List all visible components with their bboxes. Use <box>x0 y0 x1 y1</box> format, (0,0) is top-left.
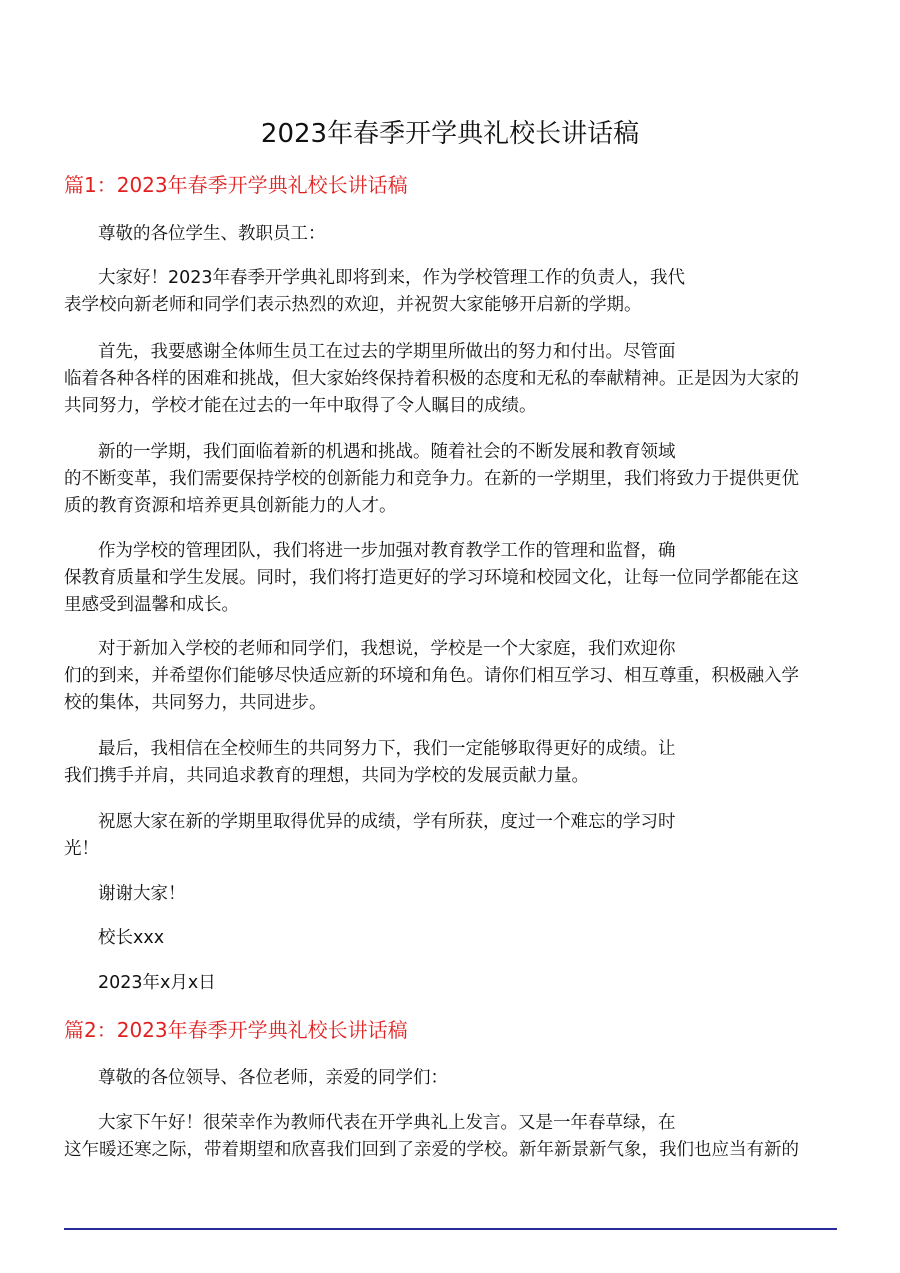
section-2-p1-line-2: 这乍暖还寒之际，带着期望和欣喜我们回到了亲爱的学校。新年新景新气象，我们也应当有新的 <box>64 1140 799 1160</box>
section-1-p3-line-1: 新的一学期，我们面临着新的机遇和挑战。随着社会的不断发展和教育领域 <box>98 442 676 462</box>
section-1-heading: 篇1：2023年春季开学典礼校长讲话稿 <box>64 173 408 197</box>
section-1-p1-line-1: 大家好！2023年春季开学典礼即将到来，作为学校管理工作的负责人，我代 <box>98 268 686 288</box>
section-1-p7-line-2: 光！ <box>64 839 99 859</box>
section-2-salutation: 尊敬的各位领导、各位老师，亲爱的同学们： <box>98 1068 448 1088</box>
section-1-p5-line-2: 们的到来，并希望你们能够尽快适应新的环境和角色。请你们相互学习、相互尊重，积极融入学 <box>64 666 799 686</box>
section-1-thanks: 谢谢大家！ <box>98 884 186 904</box>
section-1-p6-line-2: 我们携手并肩，共同追求教育的理想，共同为学校的发展贡献力量。 <box>64 766 589 786</box>
section-1-p1-line-2: 表学校向新老师和同学们表示热烈的欢迎，并祝贺大家能够开启新的学期。 <box>64 295 642 315</box>
section-1-p2-line-3: 共同努力，学校才能在过去的一年中取得了令人瞩目的成绩。 <box>64 396 537 416</box>
section-1-p2-line-2: 临着各种各样的困难和挑战，但大家始终保持着积极的态度和无私的奉献精神。正是因为大家的 <box>64 369 799 389</box>
footer-divider <box>64 1228 837 1230</box>
section-1-p4-line-2: 保教育质量和学生发展。同时，我们将打造更好的学习环境和校园文化，让每一位同学都能在这 <box>64 568 799 588</box>
section-2-heading: 篇2：2023年春季开学典礼校长讲话稿 <box>64 1018 408 1042</box>
section-1-p3-line-3: 质的教育资源和培养更具创新能力的人才。 <box>64 496 397 516</box>
section-1-p5-line-1: 对于新加入学校的老师和同学们，我想说，学校是一个大家庭，我们欢迎你 <box>98 639 676 659</box>
section-1-p6-line-1: 最后，我相信在全校师生的共同努力下，我们一定能够取得更好的成绩。让 <box>98 739 676 759</box>
section-1-signature: 校长xxx <box>98 928 165 948</box>
section-1-p7-line-1: 祝愿大家在新的学期里取得优异的成绩，学有所获，度过一个难忘的学习时 <box>98 812 676 832</box>
section-1-p4-line-3: 里感受到温馨和成长。 <box>64 595 239 615</box>
section-1-p3-line-2: 的不断变革，我们需要保持学校的创新能力和竞争力。在新的一学期里，我们将致力于提供更优 <box>64 469 799 489</box>
document-title: 2023年春季开学典礼校长讲话稿 <box>260 119 640 149</box>
section-1-salutation: 尊敬的各位学生、教职员工： <box>98 224 326 244</box>
section-1-p2-line-1: 首先，我要感谢全体师生员工在过去的学期里所做出的努力和付出。尽管面 <box>98 342 676 362</box>
section-1-p5-line-3: 校的集体，共同努力，共同进步。 <box>64 693 327 713</box>
section-1-date: 2023年x月x日 <box>98 973 216 993</box>
section-2-p1-line-1: 大家下午好！很荣幸作为教师代表在开学典礼上发言。又是一年春草绿，在 <box>98 1113 676 1133</box>
section-1-p4-line-1: 作为学校的管理团队，我们将进一步加强对教育教学工作的管理和监督，确 <box>98 541 676 561</box>
